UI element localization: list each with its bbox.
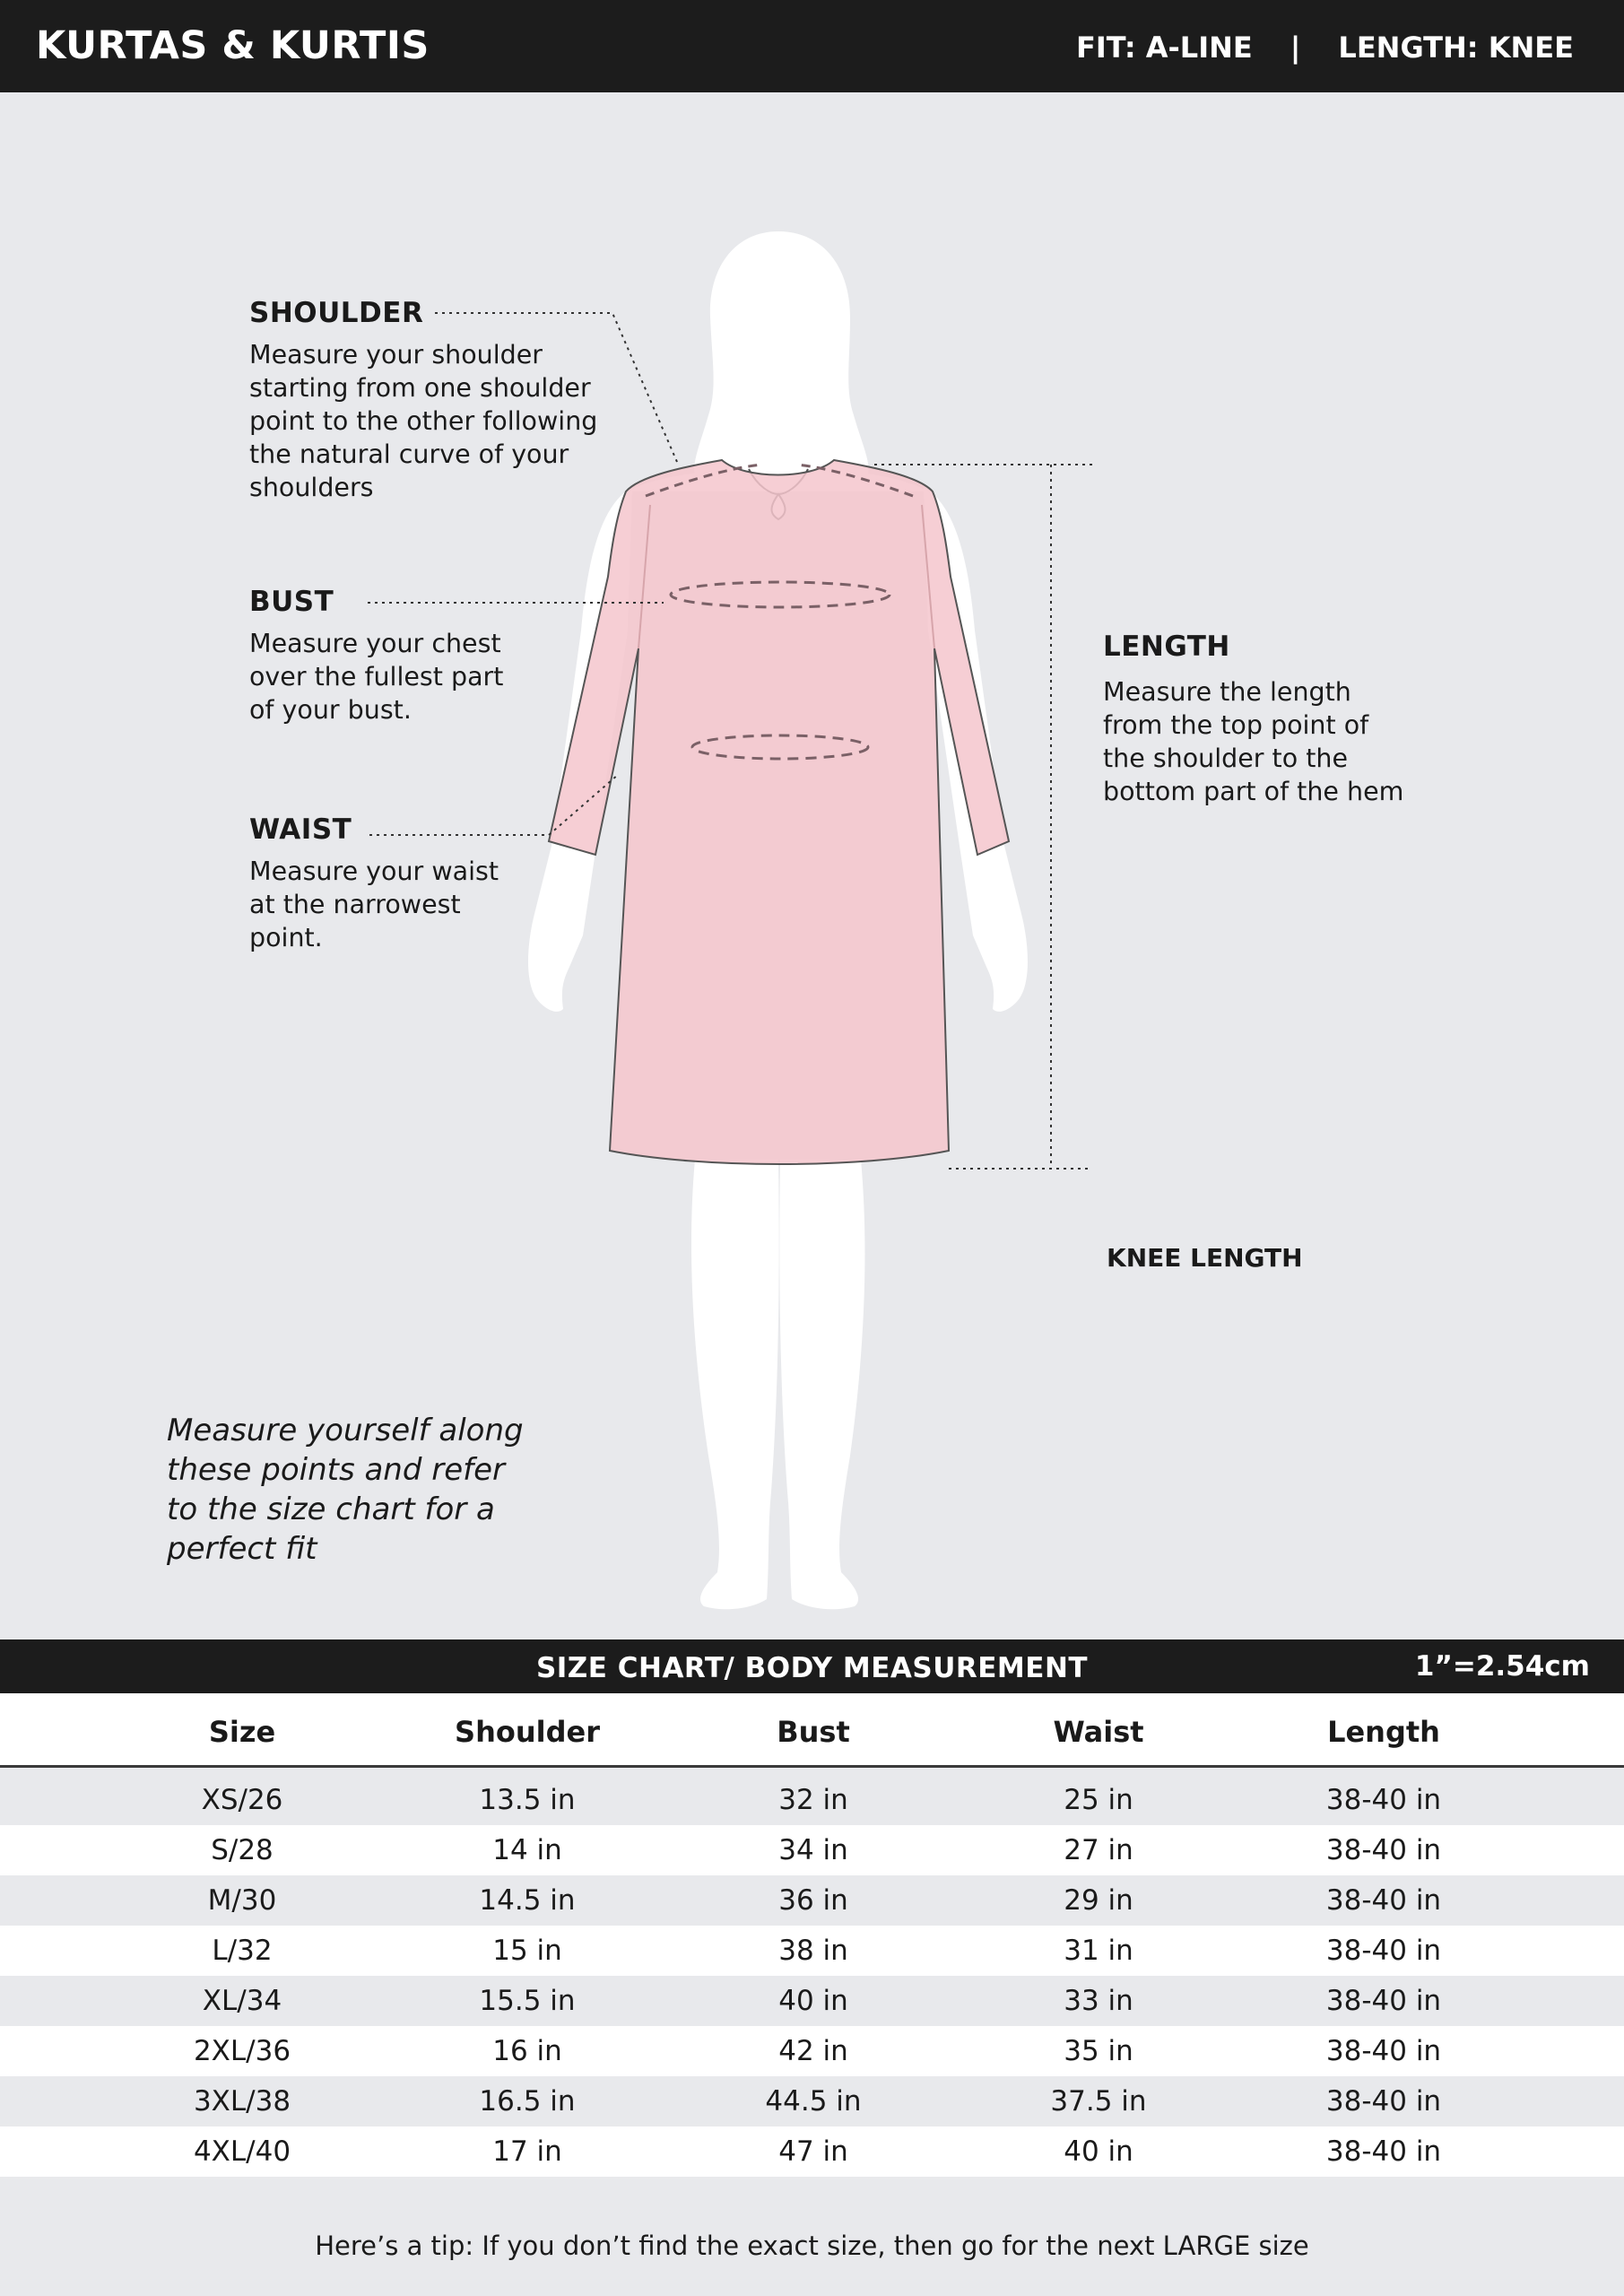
size-cell: 2XL/36 xyxy=(193,2035,291,2067)
shoulder-description xyxy=(249,338,626,504)
size-chart-title: SIZE CHART/ BODY MEASUREMENT xyxy=(535,1652,1089,1684)
shoulder-cell: 17 in xyxy=(492,2135,562,2168)
length-heading: LENGTH xyxy=(1103,631,1230,663)
size-cell: M/30 xyxy=(207,1884,277,1917)
measure-note-line: to the size chart for a xyxy=(167,1492,495,1527)
bust-description xyxy=(249,627,626,726)
size-cell: L/32 xyxy=(212,1935,273,1967)
header-bar xyxy=(0,0,1624,92)
length-cell: 38-40 in xyxy=(1325,2135,1442,2168)
size-tip: Here’s a tip: If you don’t find the exact size, then go for the next LARGE size xyxy=(315,2231,1309,2261)
bust-cell: 44.5 in xyxy=(765,2085,862,2118)
length-line: the shoulder to the xyxy=(1103,744,1349,773)
shoulder-line: point to the other following xyxy=(249,406,598,436)
waist-line: Measure your waist xyxy=(249,857,499,886)
length-cell: 38-40 in xyxy=(1325,1985,1442,2017)
column-header-shoulder: Shoulder xyxy=(455,1715,600,1749)
waist-line: point. xyxy=(249,923,323,952)
waist-cell: 31 in xyxy=(1064,1935,1133,1967)
shoulder-cell: 16.5 in xyxy=(479,2085,576,2118)
length-cell: 38-40 in xyxy=(1325,2035,1442,2067)
column-header-size: Size xyxy=(208,1715,276,1749)
shoulder-line: the natural curve of your xyxy=(249,439,569,469)
measure-note-line: perfect fit xyxy=(167,1531,317,1567)
measure-note-line: Measure yourself along xyxy=(167,1413,524,1448)
length-label: LENGTH: KNEE xyxy=(1338,30,1574,65)
waist-cell: 33 in xyxy=(1064,1985,1133,2017)
size-cell: 4XL/40 xyxy=(193,2135,291,2168)
waist-cell: 35 in xyxy=(1064,2035,1133,2067)
shoulder-line: starting from one shoulder xyxy=(249,373,591,403)
waist-cell: 29 in xyxy=(1064,1884,1133,1917)
bust-cell: 38 in xyxy=(778,1935,848,1967)
length-description xyxy=(1103,675,1462,808)
bust-cell: 36 in xyxy=(778,1884,848,1917)
size-cell: XS/26 xyxy=(201,1784,283,1816)
table-row xyxy=(0,1825,1624,1875)
waist-description xyxy=(249,855,626,954)
table-row xyxy=(0,1875,1624,1926)
fit-length-info xyxy=(1076,30,1574,65)
size-cell: XL/34 xyxy=(202,1985,282,2017)
shoulder-cell: 14.5 in xyxy=(479,1884,576,1917)
bust-line: over the fullest part xyxy=(249,662,504,691)
table-row xyxy=(0,1926,1624,1976)
size-table xyxy=(0,1693,1624,2177)
category-title: KURTAS & KURTIS xyxy=(36,23,430,68)
column-header-bust: Bust xyxy=(777,1715,850,1749)
bust-cell: 40 in xyxy=(778,1985,848,2017)
size-cell: S/28 xyxy=(211,1834,274,1866)
length-cell: 38-40 in xyxy=(1325,1784,1442,1816)
length-line: bottom part of the hem xyxy=(1103,777,1404,806)
shoulder-cell: 13.5 in xyxy=(479,1784,576,1816)
measure-note xyxy=(167,1411,543,1569)
shoulder-line: shoulders xyxy=(249,473,374,502)
bust-guide xyxy=(249,586,626,726)
fit-label: FIT: A-LINE xyxy=(1075,30,1253,65)
bust-heading: BUST xyxy=(249,586,334,618)
table-row xyxy=(0,2076,1624,2126)
length-cell: 38-40 in xyxy=(1325,2085,1442,2118)
bust-line: Measure your chest xyxy=(249,629,501,658)
shoulder-guide xyxy=(249,297,626,504)
measure-note-line: these points and refer xyxy=(167,1452,506,1488)
table-row xyxy=(0,2026,1624,2076)
table-row xyxy=(0,2126,1624,2177)
table-row xyxy=(0,1976,1624,2026)
shoulder-cell: 16 in xyxy=(492,2035,562,2067)
table-row xyxy=(0,1775,1624,1825)
bust-cell: 47 in xyxy=(778,2135,848,2168)
bust-cell: 34 in xyxy=(778,1834,848,1866)
bust-cell: 42 in xyxy=(778,2035,848,2067)
size-cell: 3XL/38 xyxy=(193,2085,291,2118)
unit-conversion: 1”=2.54cm xyxy=(1414,1650,1590,1683)
waist-line: at the narrowest xyxy=(249,890,461,919)
column-header-length: Length xyxy=(1327,1715,1440,1749)
shoulder-heading: SHOULDER xyxy=(249,297,424,329)
waist-cell: 25 in xyxy=(1064,1784,1133,1816)
shoulder-cell: 15.5 in xyxy=(479,1985,576,2017)
length-guide xyxy=(1103,631,1462,808)
measurement-illustration-area xyxy=(0,92,1624,1639)
waist-cell: 27 in xyxy=(1064,1834,1133,1866)
shoulder-cell: 14 in xyxy=(492,1834,562,1866)
waist-heading: WAIST xyxy=(249,813,352,846)
size-chart-header xyxy=(0,1639,1624,1693)
knee-length-label: KNEE LENGTH xyxy=(1107,1243,1303,1273)
length-cell: 38-40 in xyxy=(1325,1935,1442,1967)
length-cell: 38-40 in xyxy=(1325,1884,1442,1917)
separator: | xyxy=(1290,30,1301,65)
length-line: Measure the length xyxy=(1103,677,1351,707)
bust-line: of your bust. xyxy=(249,695,412,725)
bust-cell: 32 in xyxy=(778,1784,848,1816)
waist-cell: 40 in xyxy=(1064,2135,1133,2168)
waist-cell: 37.5 in xyxy=(1050,2085,1147,2118)
body-figure-illustration xyxy=(0,92,1624,1639)
shoulder-cell: 15 in xyxy=(492,1935,562,1967)
shoulder-line: Measure your shoulder xyxy=(249,340,543,370)
column-header-waist: Waist xyxy=(1053,1715,1144,1749)
waist-guide xyxy=(249,813,626,954)
table-header-row xyxy=(0,1693,1624,1768)
length-cell: 38-40 in xyxy=(1325,1834,1442,1866)
length-line: from the top point of xyxy=(1103,710,1369,740)
